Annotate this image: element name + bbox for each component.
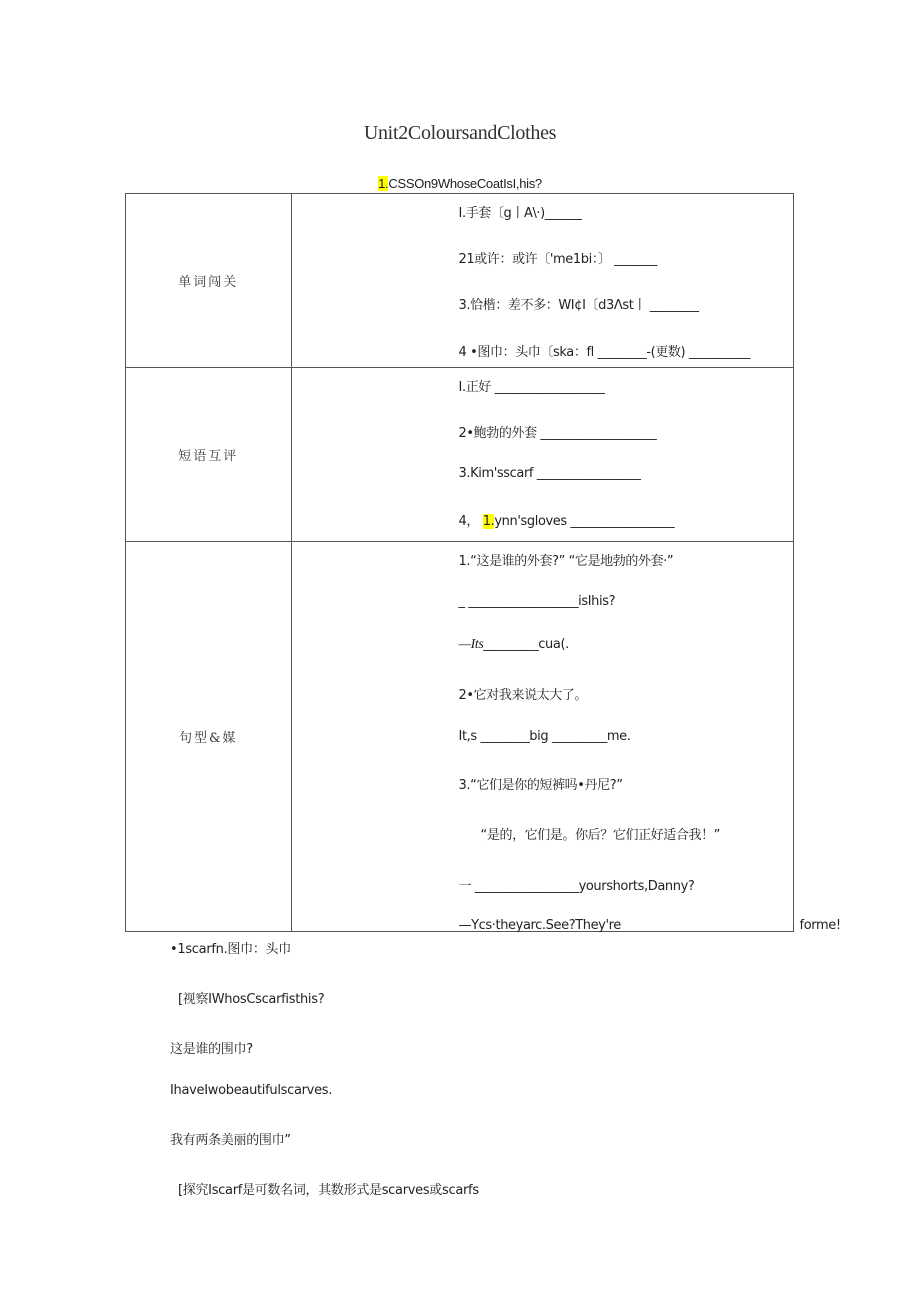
phrase-item-2: 2•鲍勃的外套 ___________________ — [458, 426, 657, 441]
sentence-line-1: 1.“这是谁的外套?” “它是地勃的外套·” — [458, 554, 674, 569]
note-explore: [探究Iscarf是可数名词，其数形式是scarves或scarfs — [178, 1183, 479, 1198]
sentences-items — [291, 542, 841, 933]
sentences-label: 句型&媒 — [126, 542, 292, 932]
sentence-line-7: “是的，它们是。你后？它们正好适合我！” — [480, 828, 721, 843]
sentence-line-2: _ __________________isIhis? — [458, 594, 616, 609]
worksheet-table — [125, 193, 841, 933]
word-item-2: 21或许：或许〔'me1bi：〕 _______ — [458, 252, 657, 267]
phrases-row — [126, 368, 794, 542]
sentence-line-5: It,s ________big _________me. — [458, 729, 631, 744]
phrases-label: 短语互评 — [126, 368, 292, 542]
note-observe: [视察IWhosCscarfisthis? — [178, 992, 325, 1007]
note-translation-2: 我有两条美丽的围巾” — [170, 1133, 291, 1148]
sentence-line-9-end: forme! — [799, 918, 841, 933]
phrase-item-4-highlight: 1. — [482, 514, 495, 529]
sentences-row — [126, 542, 794, 932]
lesson-number: 1. — [378, 176, 389, 191]
phrase-item-1: I.正好 __________________ — [458, 380, 605, 395]
word-item-4: 4 •图巾：头巾〔ska：fl ________-(更数) __________ — [458, 345, 750, 360]
phrase-item-4-text: ynn'sgloves _________________ — [494, 514, 675, 529]
sentence-line-3-end: _________cua(. — [483, 637, 569, 652]
words-row — [126, 194, 794, 368]
phrases-items — [291, 368, 793, 542]
sentence-line-6: 3.“它们是你的短裤吗•丹尼?” — [458, 778, 623, 793]
note-translation-1: 这是谁的围巾? — [170, 1042, 253, 1057]
phrase-item-4-prefix: 4， — [458, 514, 480, 529]
sentence-line-4: 2•它对我来说太大了。 — [458, 688, 588, 703]
phrase-item-4 — [459, 510, 675, 529]
note-example: IhaveIwobeautifulscarves. — [170, 1083, 333, 1098]
sentence-line-3-start: —Its — [458, 637, 484, 652]
words-label: 单词闯关 — [126, 194, 292, 368]
word-item-1: I.手套〔g丨A\·)______ — [458, 206, 582, 221]
sentence-line-3 — [459, 637, 569, 653]
lesson-heading — [0, 176, 920, 191]
document-title: Unit2ColoursandClothes — [363, 122, 557, 144]
sentence-line-9: —Ycs·theyarc.See?They're — [458, 918, 621, 933]
note-vocab: •1scarfn.图巾：头巾 — [170, 942, 291, 957]
sentence-line-8: 一 _________________yourshorts,Danny? — [458, 879, 695, 894]
word-item-3: 3.恰楷：差不多：WI¢I〔d3Λst丨 ________ — [458, 298, 699, 313]
lesson-title: CSSOn9WhoseCoatIsI,his? — [388, 176, 542, 191]
words-items — [291, 194, 793, 368]
phrase-item-3: 3.Kim'sscarf _________________ — [458, 466, 641, 481]
